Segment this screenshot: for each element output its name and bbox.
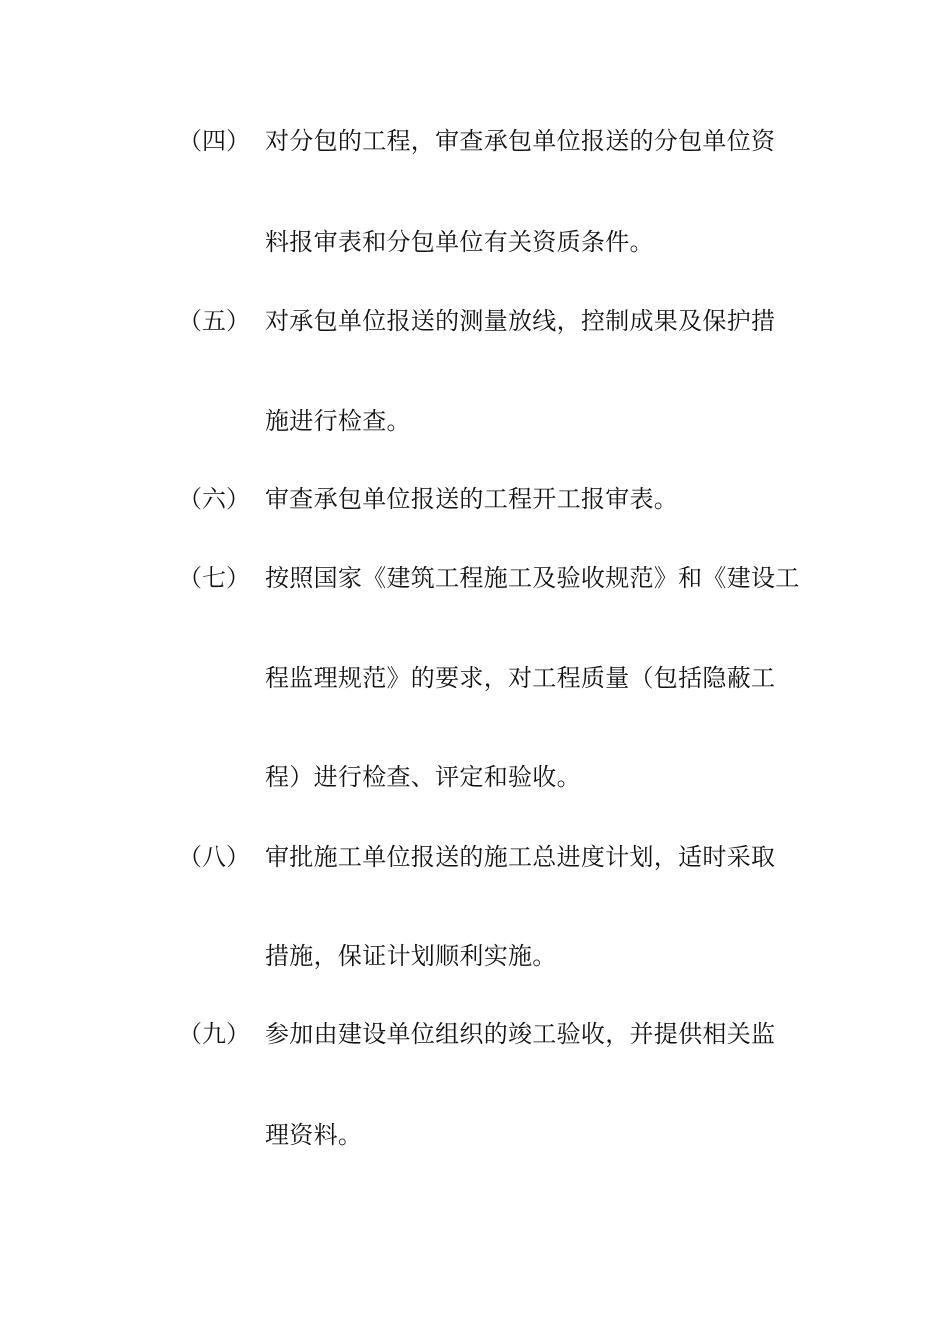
item-text-line: 程）进行检查、评定和验收。 <box>265 763 581 791</box>
item-text-line: 审批施工单位报送的施工总进度计划，适时采取 <box>265 843 776 871</box>
item-text-line: 施进行检查。 <box>265 407 411 435</box>
item-number: （八） <box>178 843 250 871</box>
item-text-line: 措施，保证计划顺利实施。 <box>265 942 557 970</box>
item-number: （五） <box>178 307 250 335</box>
item-text-line: 料报审表和分包单位有关资质条件。 <box>265 228 654 256</box>
item-text-line: 理资料。 <box>265 1121 363 1149</box>
item-text-line: 按照国家《建筑工程施工及验收规范》和《建设工 <box>265 564 800 592</box>
item-text-line: 参加由建设单位组织的竣工验收，并提供相关监 <box>265 1020 776 1048</box>
item-text-line: 程监理规范》的要求，对工程质量（包括隐蔽工 <box>265 664 776 692</box>
item-number: （四） <box>178 127 250 155</box>
item-number: （六） <box>178 485 250 513</box>
item-text-line: 对分包的工程，审查承包单位报送的分包单位资 <box>265 127 776 155</box>
item-number: （七） <box>178 564 250 592</box>
item-number: （九） <box>178 1020 250 1048</box>
item-text-line: 对承包单位报送的测量放线，控制成果及保护措 <box>265 307 776 335</box>
item-text-line: 审查承包单位报送的工程开工报审表。 <box>265 485 679 513</box>
